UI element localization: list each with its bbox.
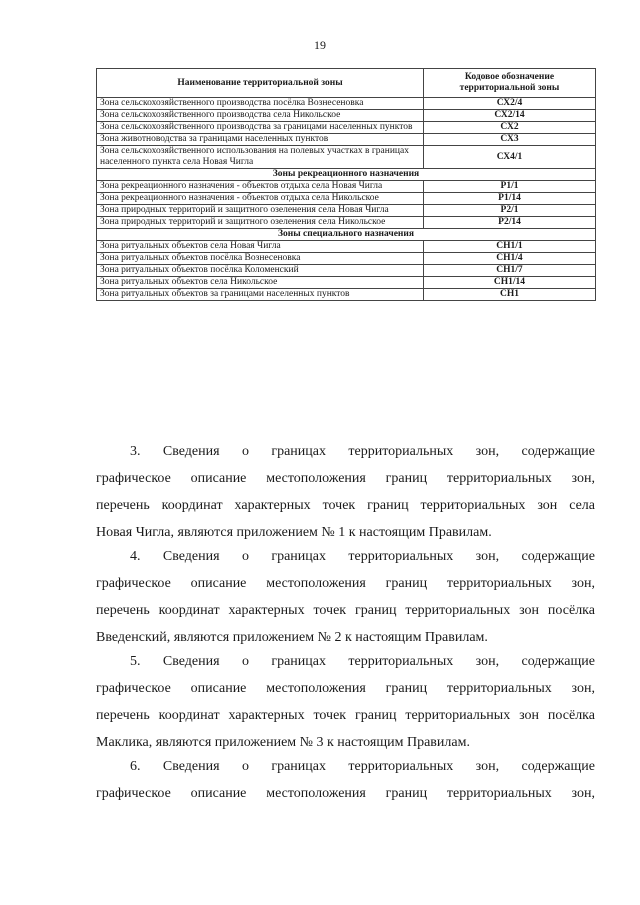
zone-name-cell: Зона рекреационного назначения - объектов отдыха села Никольское <box>97 193 424 205</box>
paragraph-line: графическое описание местоположения границ территориальных зон, <box>96 471 595 486</box>
header-zone-code: Кодовое обозначение территориальной зоны <box>424 69 596 98</box>
page-number: 19 <box>314 38 326 52</box>
zone-code-cell: СХ4/1 <box>424 146 596 169</box>
zone-code-cell: Р2/14 <box>424 217 596 229</box>
table-row <box>97 110 596 122</box>
zone-name-cell: Зона природных территорий и защитного озеленения села Никольское <box>97 217 424 229</box>
paragraph <box>96 648 595 756</box>
zone-code-cell: Р1/1 <box>424 181 596 193</box>
table-row <box>97 277 596 289</box>
zone-name-cell: Зона ритуальных объектов посёлка Коломенский <box>97 265 424 277</box>
paragraph <box>96 543 595 651</box>
zone-code-cell: СН1/7 <box>424 265 596 277</box>
table-row <box>97 98 596 110</box>
table-row <box>97 205 596 217</box>
zone-code-cell: Р2/1 <box>424 205 596 217</box>
paragraph-line: Маклика, являются приложением № 3 к настоящим Правилам. <box>96 735 470 750</box>
zone-code-cell: Р1/14 <box>424 193 596 205</box>
table-section-row <box>97 229 596 241</box>
paragraph-line: 6. Сведения о границах территориальных зон, содержащие <box>130 759 595 774</box>
zone-code-cell: СН1/4 <box>424 253 596 265</box>
zone-name-cell: Зона сельскохозяйственного производства села Никольское <box>97 110 424 122</box>
zone-name-cell: Зона ритуальных объектов посёлка Вознесеновка <box>97 253 424 265</box>
zone-code-cell: СХ2/4 <box>424 98 596 110</box>
zone-code-cell: СХ2 <box>424 122 596 134</box>
paragraph-line: Новая Чигла, являются приложением № 1 к настоящим Правилам. <box>96 525 492 540</box>
paragraph-line: 3. Сведения о границах территориальных зон, содержащие <box>130 444 595 459</box>
table-row <box>97 265 596 277</box>
table-row <box>97 217 596 229</box>
zone-code-cell: СН1/1 <box>424 241 596 253</box>
table-row <box>97 193 596 205</box>
zone-code-cell: СН1 <box>424 289 596 301</box>
zone-name-cell: Зона сельскохозяйственного использования на полевых участках в границах населенного пункта села Новая Чигла <box>97 146 424 169</box>
section-title: Зоны специального назначения <box>97 229 596 241</box>
zone-code-cell: СХ2/14 <box>424 110 596 122</box>
paragraph-line: графическое описание местоположения границ территориальных зон, <box>96 786 595 801</box>
zone-name-cell: Зона ритуальных объектов села Никольское <box>97 277 424 289</box>
zone-name-cell: Зона животноводства за границами населенных пунктов <box>97 134 424 146</box>
paragraph <box>96 438 595 546</box>
table-row <box>97 146 596 169</box>
table-row <box>97 181 596 193</box>
table-row <box>97 134 596 146</box>
paragraph-line: 4. Сведения о границах территориальных зон, содержащие <box>130 549 595 564</box>
table-section-row <box>97 169 596 181</box>
zone-name-cell: Зона сельскохозяйственного производства посёлка Вознесеновка <box>97 98 424 110</box>
paragraph-line: перечень координат характерных точек границ территориальных зон села <box>96 498 595 513</box>
zone-name-cell: Зона рекреационного назначения - объектов отдыха села Новая Чигла <box>97 181 424 193</box>
table-row <box>97 122 596 134</box>
table-row <box>97 241 596 253</box>
table-row <box>97 253 596 265</box>
paragraph-line: перечень координат характерных точек границ территориальных зон посёлка <box>96 603 595 618</box>
zone-code-cell: СХ3 <box>424 134 596 146</box>
zone-code-cell: СН1/14 <box>424 277 596 289</box>
table-body <box>97 98 596 301</box>
table-header-row <box>97 69 596 98</box>
zone-name-cell: Зона сельскохозяйственного производства за границами населенных пунктов <box>97 122 424 134</box>
paragraph <box>96 753 595 807</box>
zone-name-cell: Зона ритуальных объектов за границами населенных пунктов <box>97 289 424 301</box>
zones-table <box>96 68 596 301</box>
header-zone-name: Наименование территориальной зоны <box>97 69 424 98</box>
table-row <box>97 289 596 301</box>
paragraph-line: графическое описание местоположения границ территориальных зон, <box>96 576 595 591</box>
section-title: Зоны рекреационного назначения <box>97 169 596 181</box>
paragraph-line: перечень координат характерных точек границ территориальных зон посёлка <box>96 708 595 723</box>
paragraph-line: 5. Сведения о границах территориальных зон, содержащие <box>130 654 595 669</box>
paragraph-line: графическое описание местоположения границ территориальных зон, <box>96 681 595 696</box>
paragraph-line: Введенский, являются приложением № 2 к настоящим Правилам. <box>96 630 488 645</box>
zone-name-cell: Зона ритуальных объектов села Новая Чигла <box>97 241 424 253</box>
zone-name-cell: Зона природных территорий и защитного озеленения села Новая Чигла <box>97 205 424 217</box>
